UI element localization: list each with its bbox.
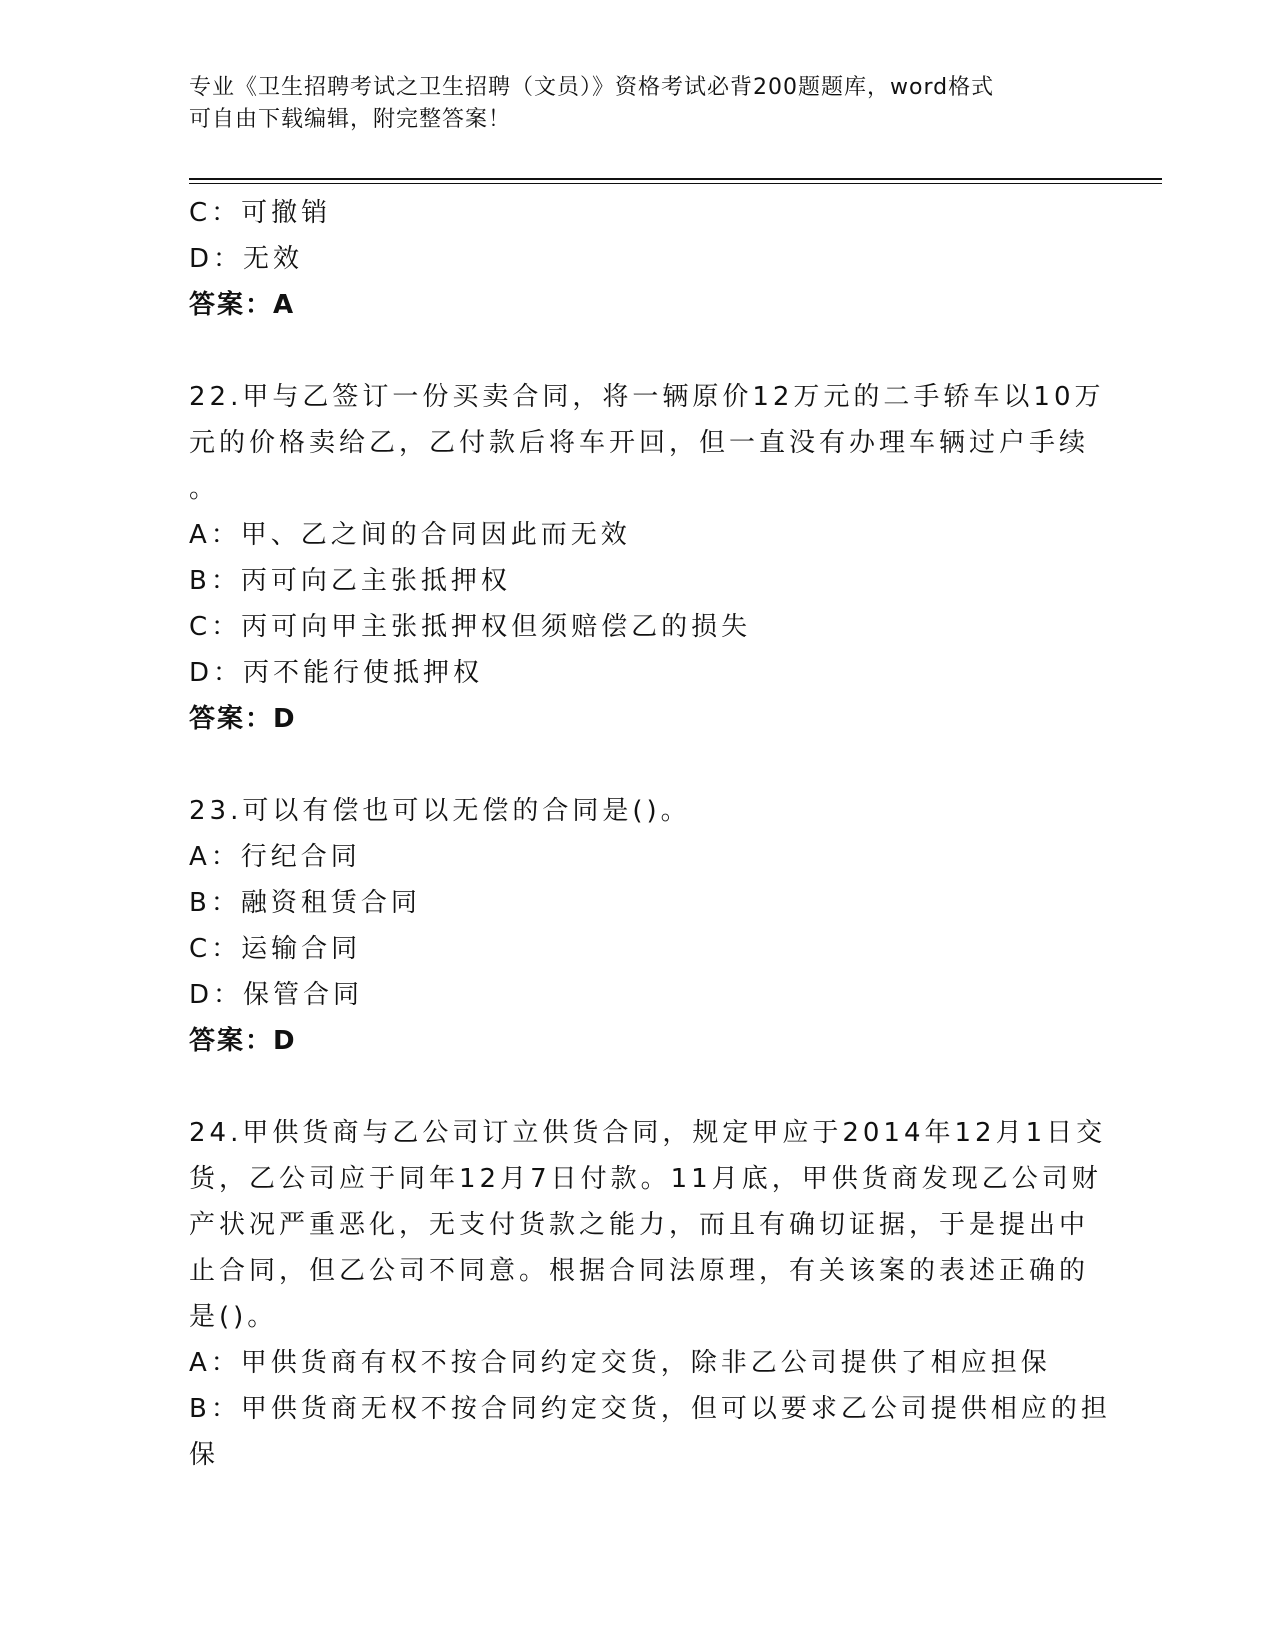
header-title-line-2: 可自由下载编辑，附完整答案！ bbox=[189, 107, 512, 132]
question-23 bbox=[189, 788, 1089, 1064]
option-d: D：保管合同 bbox=[189, 980, 364, 1010]
option-b: B：融资租赁合同 bbox=[189, 888, 421, 918]
question-list bbox=[189, 190, 1111, 1478]
page-header bbox=[189, 72, 1089, 136]
option-a: A：甲供货商有权不按合同约定交货，除非乙公司提供了相应担保 bbox=[189, 1348, 1051, 1378]
option-a: A：甲、乙之间的合同因此而无效 bbox=[189, 520, 631, 550]
question-24 bbox=[189, 1110, 1111, 1478]
option-b-continued: 保 bbox=[189, 1440, 220, 1470]
question-stem-line: 是()。 bbox=[189, 1302, 278, 1332]
question-21-tail bbox=[189, 190, 1089, 328]
answer-line: 答案：A bbox=[189, 290, 296, 320]
question-22 bbox=[189, 374, 1105, 742]
answer-line: 答案：D bbox=[189, 1026, 297, 1056]
question-stem-line: 产状况严重恶化，无支付货款之能力，而且有确切证据，于是提出中 bbox=[189, 1210, 1090, 1240]
header-rule-thick bbox=[189, 178, 1162, 180]
answer-line: 答案：D bbox=[189, 704, 297, 734]
option-b: B：甲供货商无权不按合同约定交货，但可以要求乙公司提供相应的担 bbox=[189, 1394, 1111, 1424]
question-stem-line: 24.甲供货商与乙公司订立供货合同，规定甲应于2014年12月1日交 bbox=[189, 1118, 1107, 1148]
question-stem-line: 元的价格卖给乙，乙付款后将车开回，但一直没有办理车辆过户手续 bbox=[189, 428, 1090, 458]
option-a: A：行纪合同 bbox=[189, 842, 361, 872]
option-d: D：丙不能行使抵押权 bbox=[189, 658, 484, 688]
option-c: C：可撤销 bbox=[189, 198, 332, 228]
question-stem-line: 货，乙公司应于同年12月7日付款。11月底，甲供货商发现乙公司财 bbox=[189, 1164, 1102, 1194]
header-title-line-1: 专业《卫生招聘考试之卫生招聘（文员）》资格考试必背200题题库，word格式 bbox=[189, 75, 995, 100]
option-c: C：丙可向甲主张抵押权但须赔偿乙的损失 bbox=[189, 612, 752, 642]
option-c: C：运输合同 bbox=[189, 934, 362, 964]
question-stem-line: 止合同，但乙公司不同意。根据合同法原理，有关该案的表述正确的 bbox=[189, 1256, 1090, 1286]
header-rule-thin bbox=[189, 183, 1162, 184]
question-stem-line: 22.甲与乙签订一份买卖合同，将一辆原价12万元的二手轿车以10万 bbox=[189, 382, 1105, 412]
question-stem-line: 23.可以有偿也可以无偿的合同是()。 bbox=[189, 796, 691, 826]
option-d: D：无效 bbox=[189, 244, 304, 274]
option-b: B：丙可向乙主张抵押权 bbox=[189, 566, 511, 596]
question-stem-line: 。 bbox=[189, 474, 220, 504]
